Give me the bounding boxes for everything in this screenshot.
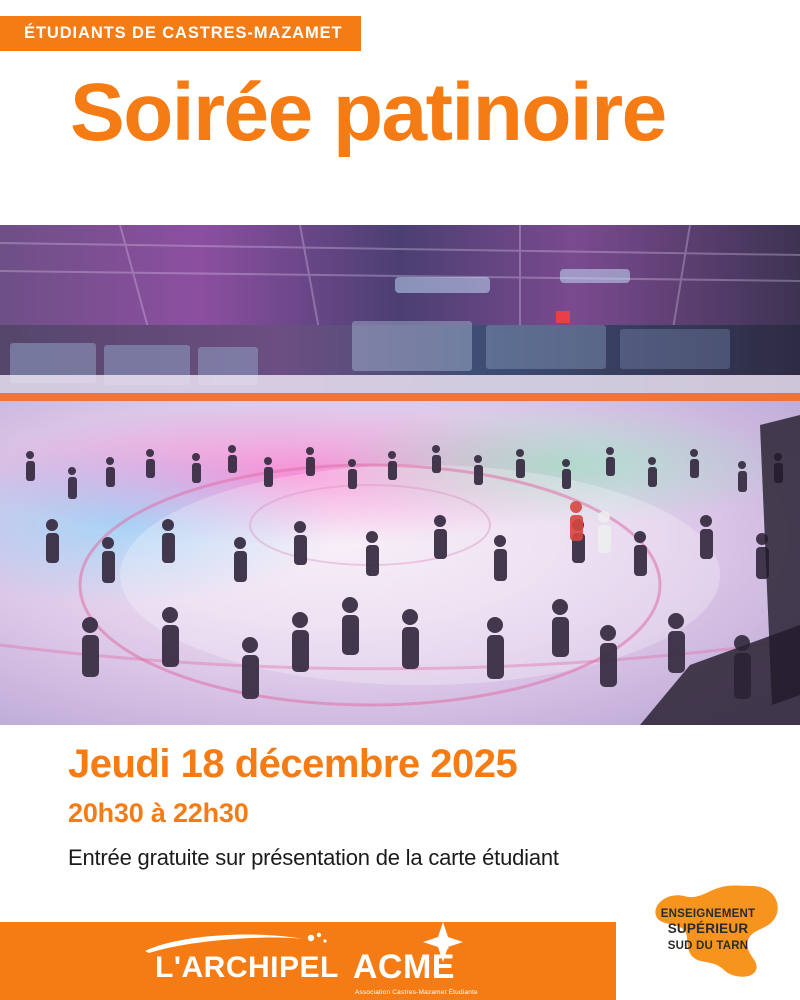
logo-acme-sublabel: Association Castres-Mazamet Étudiante (354, 988, 478, 996)
logo-acme (352, 938, 478, 996)
event-note: Entrée gratuite sur présentation de la carte étudiant (68, 845, 559, 870)
star-icon (421, 920, 465, 964)
eyebrow-banner: ÉTUDIANTS DE CASTRES-MAZAMET (0, 16, 361, 51)
event-hours: 20h30 à 22h30 (68, 798, 249, 828)
badge-line-3: SUD DU TARN (667, 940, 749, 953)
badge-line-1: ENSEIGNEMENT (660, 907, 756, 920)
badge-line-2: SUPÉRIEUR (667, 920, 749, 936)
event-date: Jeudi 18 décembre 2025 (68, 742, 518, 786)
rink-photo (0, 225, 800, 725)
badge-enseignement-superieur (616, 860, 800, 1000)
page-title: Soirée patinoire (70, 67, 666, 158)
logo-archipel-label: L'ARCHIPEL (155, 951, 339, 984)
logo-archipel (155, 939, 339, 983)
event-info (68, 742, 708, 871)
logo-acme-label: ACMÉ (352, 948, 455, 986)
swoosh-icon (143, 931, 328, 957)
